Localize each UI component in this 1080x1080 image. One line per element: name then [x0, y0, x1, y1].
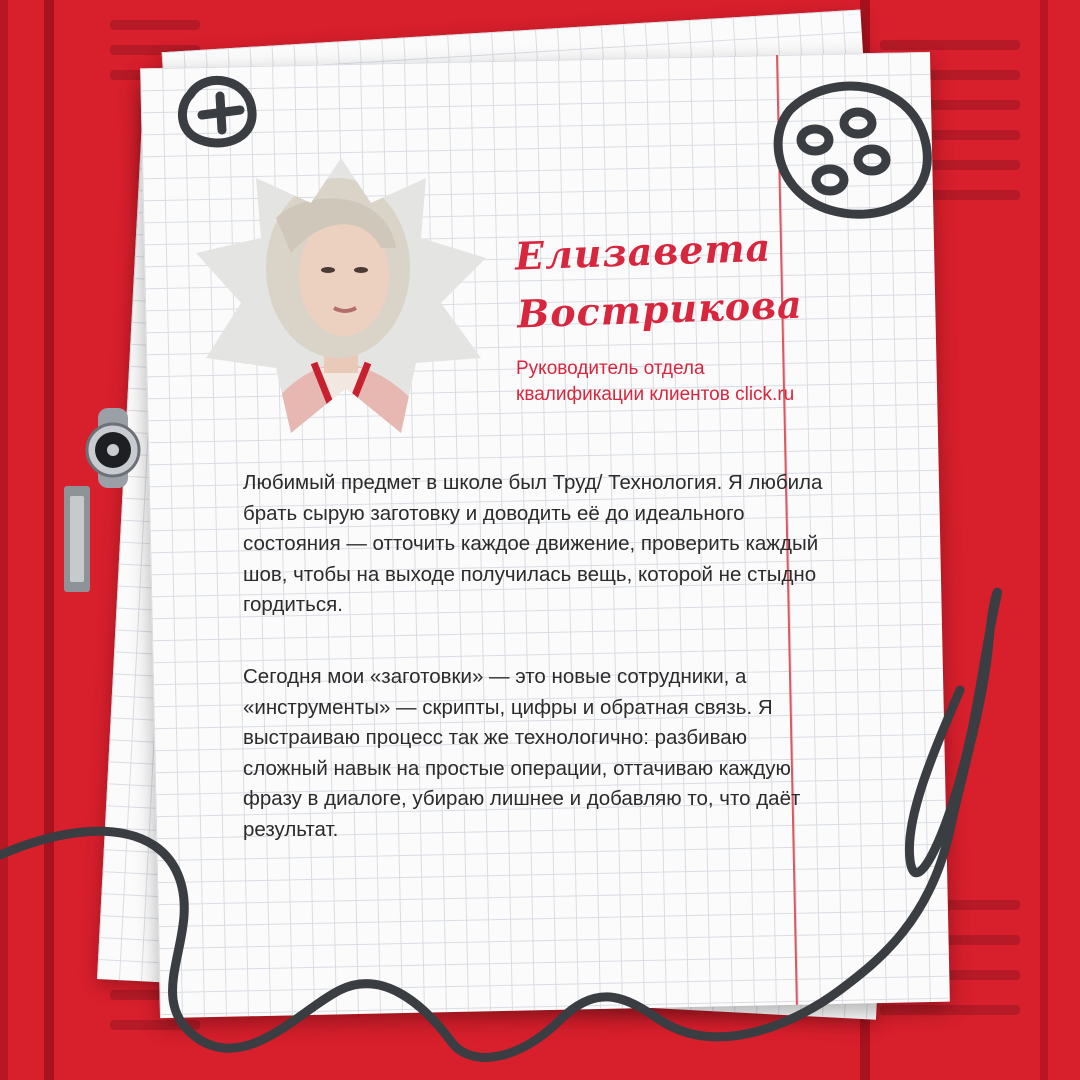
profile-photo	[196, 158, 486, 438]
profile-name	[514, 216, 838, 343]
profile-role: Руководитель отдела квалификации клиентов click.ru	[516, 358, 795, 405]
profile-name-line2: Вострикова	[516, 281, 804, 337]
combination-lock-icon	[84, 408, 144, 488]
profile-name-line1: Елизавета	[514, 224, 772, 279]
locker-handle	[64, 486, 90, 592]
story-paragraph-1: Любимый предмет в школе был Труд/ Технология. Я любила брать сырую заготовку и доводить её до идеального состояния — отточить каждое движение, проверить каждый шов, чтобы на выходе получилась вещь, которой не стыдно гордиться.	[243, 471, 823, 616]
story-paragraph-2: Сегодня мои «заготовки» — это новые сотрудники, а «инструменты» — скрипты, цифры и обратная связь. Я выстраиваю процесс так же технологично: разбиваю сложный навык на простые операции, оттачиваю каждую фразу в диалоге, убираю лишнее и добавляю то, что даёт результат.	[243, 665, 801, 841]
